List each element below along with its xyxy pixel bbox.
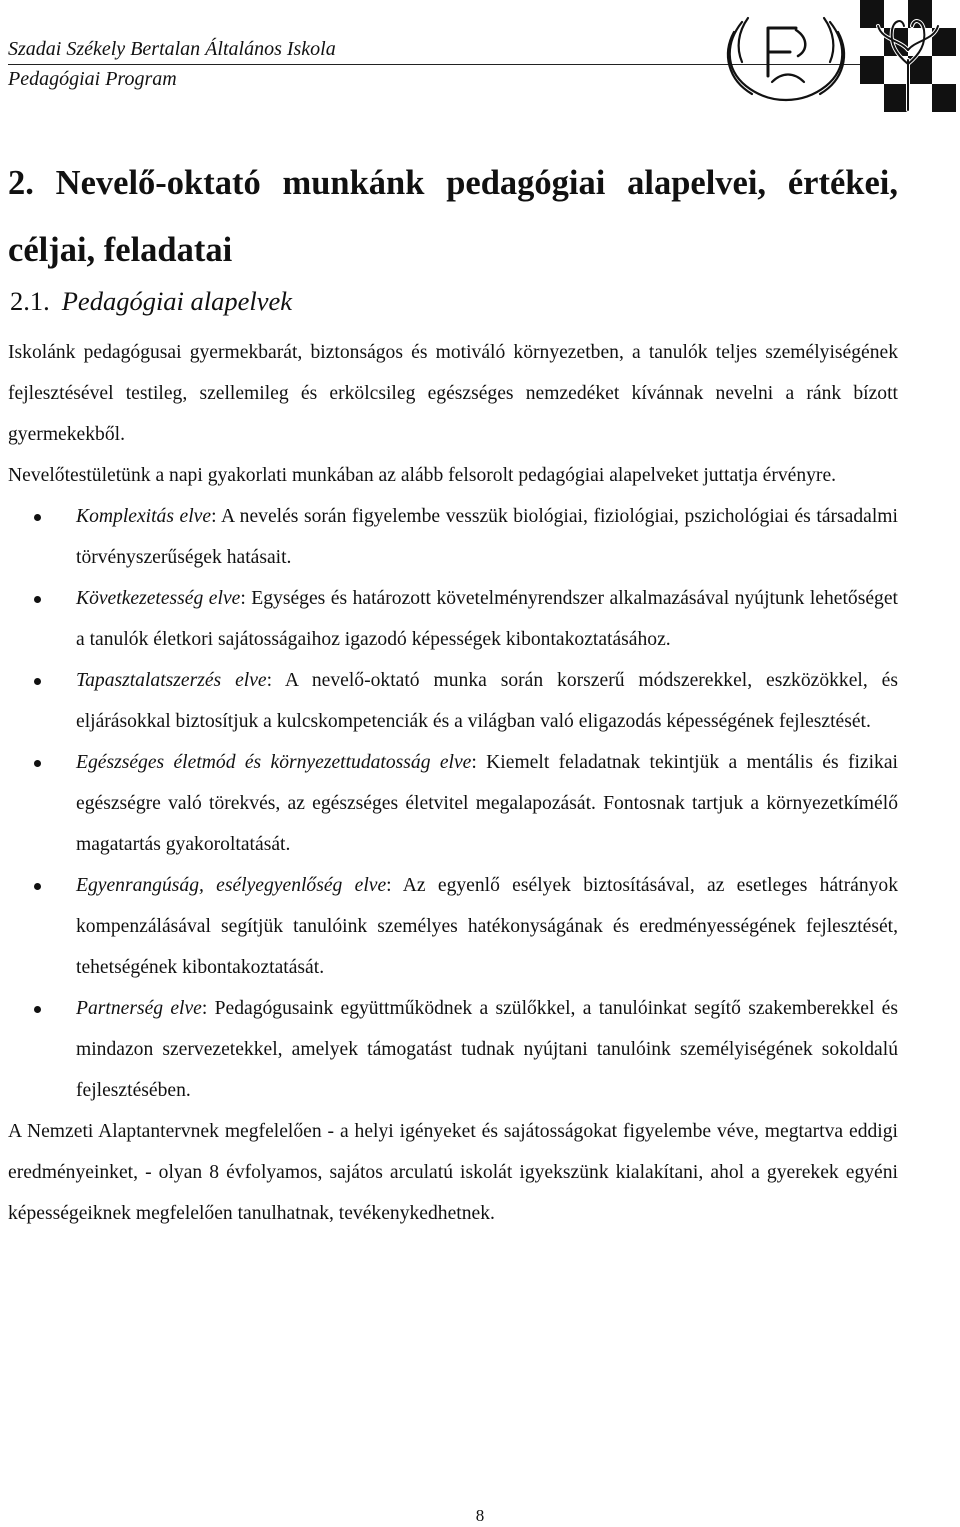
list-item	[8, 660, 898, 742]
principle-text: : Az egyenlő esélyek biztosításával, az esetleges hátrányok kompenzálásával segítjük tanulóink személyes hatékonyságának és eredményességének fejlesztését, tehetségének kibontakoztatását.	[76, 875, 899, 978]
list-item	[8, 742, 898, 865]
principles-intro-paragraph: Nevelőtestületünk a napi gyakorlati munkában az alább felsorolt pedagógiai alapelveket juttatja érvényre.	[8, 465, 837, 486]
page-content	[8, 332, 898, 1234]
principle-label: Következetesség elve	[76, 588, 241, 609]
principles-list	[8, 496, 898, 1111]
principle-text: : Egységes és határozott követelményrendszer alkalmazásával nyújtunk lehetőséget a tanulók életkori sajátosságaihoz igazodó képességek kibontakoztatásához.	[76, 588, 898, 650]
tree-chessboard-logo-icon	[860, 0, 956, 112]
principle-text: : Kiemelt feladatnak tekintjük a mentális és fizikai egészségre való törekvés, az egészséges életvitel megalapozását. Fontosnak tartjuk a környezetkímélő magatartás gyakoroltatását.	[76, 752, 898, 855]
closing-paragraph: A Nemzeti Alaptantervnek megfelelően - a helyi igényeket és sajátosságokat figyelembe véve, megtartva eddigi eredményeinket, - olyan 8 évfolyamos, sajátos arculatú iskolát igyekszünk kialakítani, ahol a gyerekek egyéni képességeiknek megfelelően tanulhatnak, tevékenykedhetnek.	[8, 1121, 898, 1224]
principle-text: : Pedagógusaink együttműködnek a szülőkkel, a tanulóinkat segítő szakemberekkel és mindazon szervezetekkel, amelyek támogatást tudnak nyújtani tanulóink személyiségének sokoldalú fejlesztésében.	[76, 998, 898, 1101]
principle-label: Egészséges életmód és környezettudatosság elve	[76, 752, 472, 773]
principle-label: Partnerség elve	[76, 998, 202, 1019]
hands-logo-icon	[712, 2, 860, 110]
section-number: 2.1.	[10, 286, 50, 316]
page-number: 8	[475, 1506, 485, 1525]
list-item	[8, 865, 898, 988]
intro-paragraph: Iskolánk pedagógusai gyermekbarát, biztonságos és motiváló környezetben, a tanulók teljes személyiségének fejlesztésével testileg, szellemileg és erkölcsileg egészséges nemzedéket kívánnak nevelni a ránk bízott gyermekekből.	[8, 342, 898, 445]
list-item	[8, 578, 898, 660]
principle-text: : A nevelő-oktató munka során korszerű módszerekkel, eszközökkel, és eljárásokkal biztosítjuk a kulcskompetenciák és a világban való eligazodás képességének fejlesztését.	[76, 670, 898, 732]
program-name: Pedagógiai Program	[8, 68, 177, 90]
section-title: Pedagógiai alapelvek	[61, 286, 293, 316]
list-item	[8, 988, 898, 1111]
section-heading	[10, 280, 292, 322]
principle-label: Egyenrangúság, esélyegyenlőség elve	[76, 875, 387, 896]
principle-label: Komplexitás elve	[76, 506, 212, 527]
list-item	[8, 496, 898, 578]
chapter-title: 2. Nevelő-oktató munkánk pedagógiai alapelvei, értékei, céljai, feladatai	[8, 164, 898, 269]
principle-text: : A nevelés során figyelembe vesszük biológiai, fiziológiai, pszichológiai és társadalmi törvényszerűségek hatásait.	[76, 506, 898, 568]
principle-label: Tapasztalatszerzés elve	[76, 670, 267, 691]
school-name: Szadai Székely Bertalan Általános Iskola	[8, 38, 336, 60]
